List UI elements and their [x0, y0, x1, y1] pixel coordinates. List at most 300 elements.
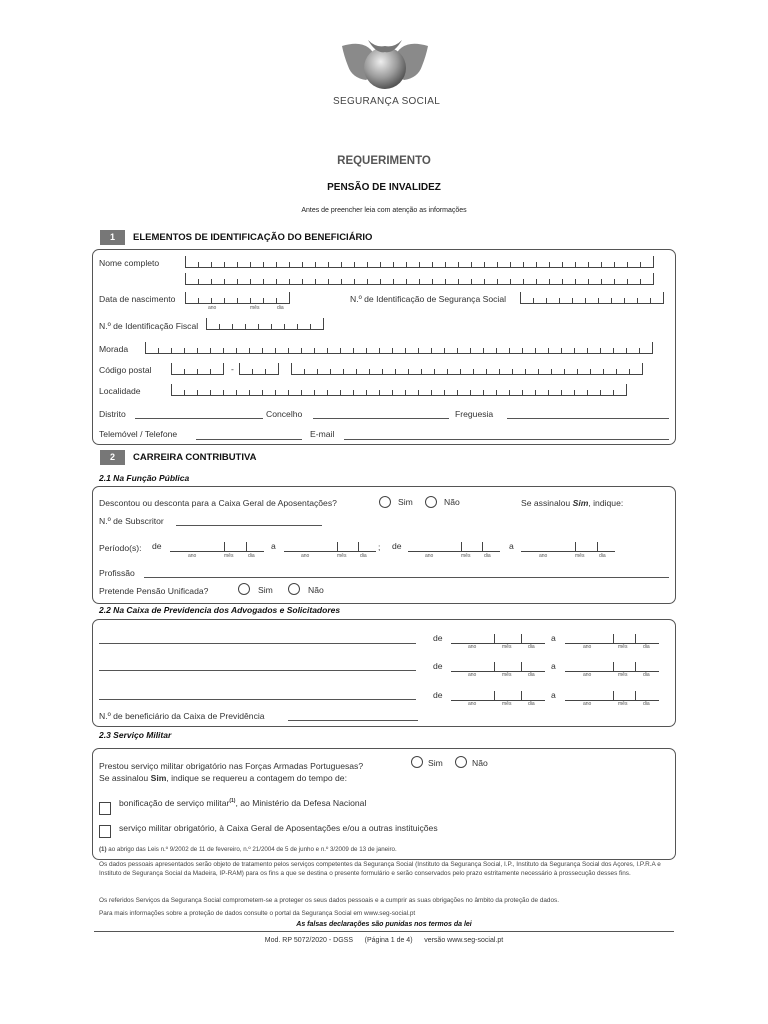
char-cell: [263, 342, 276, 353]
caixa-row-2-de: de: [433, 661, 443, 671]
bonificacao-footnote-ref: (1): [229, 798, 236, 805]
nif-label: N.º de Identificação Fiscal: [99, 321, 199, 331]
caixa-row-1-start-field[interactable]: [451, 634, 545, 644]
char-cell: [381, 273, 394, 284]
se-assinalou-post: , indique:: [588, 498, 624, 508]
caixa-row-3-end-field[interactable]: [565, 691, 659, 701]
char-cell: [251, 273, 264, 284]
char-cell: [510, 384, 523, 395]
char-cell: [251, 292, 264, 303]
periodo-1-end-dia: dia: [360, 553, 367, 559]
distrito-field[interactable]: [135, 418, 263, 419]
char-cell: [500, 363, 513, 374]
char-cell: [367, 384, 380, 395]
char-cell: [233, 318, 246, 329]
char-cell: [342, 273, 355, 284]
char-cell: [199, 256, 212, 267]
periodo-2-end-ano: ano: [539, 553, 548, 559]
char-cell: [498, 273, 511, 284]
nome-completo-label: Nome completo: [99, 258, 160, 268]
beneficiario-caixa-field[interactable]: [288, 720, 418, 721]
caixa-row-2-end-dia: dia: [643, 672, 650, 678]
char-cell: [237, 342, 250, 353]
char-cell: [199, 273, 212, 284]
caixa-row-1-end-mes: mês: [618, 644, 628, 650]
footnote-1-text: ao abrigo das Leis n.º 9/2002 de 11 de fevereiro, n.º 21/2004 de 5 de junho e n.º 3/2009 de 13 de janeiro.: [106, 846, 397, 853]
date-dia-label: dia: [277, 305, 284, 311]
char-cell: [497, 342, 510, 353]
footnote-1: [99, 845, 397, 854]
caixa-row-1-start-mes: mês: [502, 644, 512, 650]
char-cell: [211, 384, 224, 395]
char-cell: [393, 342, 406, 353]
char-cell: [344, 363, 357, 374]
char-cell: [172, 363, 185, 374]
se-assinalou-pre: Se assinalou: [521, 498, 573, 508]
servico-militar-nao-radio[interactable]: [455, 756, 467, 768]
char-cell: [617, 363, 630, 374]
char-cell: [172, 384, 185, 395]
caixa-row-1-field[interactable]: [99, 643, 416, 644]
char-cell: [459, 256, 472, 267]
char-cell: [315, 384, 328, 395]
char-cell: [524, 273, 537, 284]
char-cell: [225, 292, 238, 303]
char-cell: [602, 256, 615, 267]
char-cell: [199, 292, 212, 303]
char-cell: [565, 363, 578, 374]
document-title: REQUERIMENTO: [337, 155, 431, 167]
servico-militar-question: Prestou serviço militar obrigatório nas Forças Armadas Portuguesas?: [99, 761, 364, 771]
bonificacao-label: [119, 798, 366, 808]
caixa-row-3-start-field[interactable]: [451, 691, 545, 701]
periodo-1-end-mes: mês: [337, 553, 347, 559]
morada-field[interactable]: [145, 342, 653, 354]
char-cell: [578, 363, 591, 374]
bonificacao-post: , ao Ministério da Defesa Nacional: [235, 798, 367, 808]
bonificacao-checkbox[interactable]: [99, 802, 111, 815]
char-cell: [588, 384, 601, 395]
char-cell: [547, 292, 560, 303]
servico-obrigatorio-checkbox[interactable]: [99, 825, 111, 838]
seguranca-social-logo-icon: [330, 32, 440, 94]
data-nascimento-field[interactable]: [185, 292, 290, 304]
char-cell: [211, 363, 224, 374]
caixa-row-1-start-ano: ano: [468, 644, 477, 650]
char-cell: [549, 384, 562, 395]
document-subtitle: PENSÃO DE INVALIDEZ: [327, 182, 441, 193]
subscritor-label: N.º de Subscritor: [99, 516, 164, 526]
periodo-2-start-ano: ano: [425, 553, 434, 559]
char-cell: [641, 273, 654, 284]
pensao-unificada-nao-radio[interactable]: [288, 583, 300, 595]
char-cell: [521, 292, 534, 303]
char-cell: [458, 342, 471, 353]
char-cell: [146, 342, 159, 353]
char-cell: [472, 256, 485, 267]
freguesia-label: Freguesia: [455, 409, 494, 419]
char-cell: [614, 342, 627, 353]
char-cell: [185, 363, 198, 374]
periodo-2-start-dia: dia: [484, 553, 491, 559]
char-cell: [599, 292, 612, 303]
date-mes-label: mês: [250, 305, 260, 311]
servico-militar-sim-radio[interactable]: [411, 756, 423, 768]
char-cell: [604, 363, 617, 374]
periodo-2-end-mes: mês: [575, 553, 585, 559]
periodo-1-end-field[interactable]: [284, 542, 376, 552]
char-cell: [487, 363, 500, 374]
char-cell: [484, 384, 497, 395]
localidade-label: Localidade: [99, 386, 141, 396]
char-cell: [407, 273, 420, 284]
caixa-row-3-end-dia: dia: [643, 701, 650, 707]
char-cell: [562, 342, 575, 353]
char-cell: [472, 273, 485, 284]
char-cell: [432, 342, 445, 353]
char-cell: [172, 342, 185, 353]
char-cell: [224, 342, 237, 353]
nome-completo-field-line1[interactable]: [185, 256, 654, 268]
char-cell: [341, 384, 354, 395]
char-cell: [264, 292, 277, 303]
char-cell: [318, 363, 331, 374]
descontou-nao-radio[interactable]: [425, 496, 437, 508]
char-cell: [627, 342, 640, 353]
char-cell: [380, 384, 393, 395]
pensao-unificada-sim-label: Sim: [258, 585, 273, 595]
char-cell: [225, 273, 238, 284]
char-cell: [497, 384, 510, 395]
char-cell: [539, 363, 552, 374]
subscritor-field[interactable]: [176, 525, 322, 526]
periodo-2-end-dia: dia: [599, 553, 606, 559]
char-cell: [289, 342, 302, 353]
char-cell: [276, 384, 289, 395]
niss-field[interactable]: [520, 292, 664, 304]
char-cell: [368, 273, 381, 284]
char-cell: [396, 363, 409, 374]
caixa-row-2-start-mes: mês: [502, 672, 512, 678]
servico-militar-sim-label: Sim: [428, 758, 443, 768]
char-cell: [250, 342, 263, 353]
char-cell: [315, 342, 328, 353]
char-cell: [354, 342, 367, 353]
char-cell: [380, 342, 393, 353]
servico-obrigatorio-label: serviço militar obrigatório, à Caixa Geral de Aposentações e/ou a outras instituições: [119, 823, 438, 833]
char-cell: [445, 384, 458, 395]
periodos-label: Período(s):: [99, 543, 142, 553]
codigo-postal-locality-field[interactable]: [291, 363, 643, 375]
codigo-postal-field-part1[interactable]: [171, 363, 224, 375]
periodo-1-start-dia: dia: [248, 553, 255, 559]
char-cell: [303, 256, 316, 267]
char-cell: [563, 273, 576, 284]
char-cell: [419, 384, 432, 395]
caixa-row-2-end-field[interactable]: [565, 662, 659, 672]
char-cell: [537, 256, 550, 267]
char-cell: [292, 363, 305, 374]
section-2-title: CARREIRA CONTRIBUTIVA: [133, 452, 257, 463]
nif-field[interactable]: [206, 318, 324, 330]
pensao-unificada-sim-radio[interactable]: [238, 583, 250, 595]
char-cell: [601, 342, 614, 353]
telemovel-field[interactable]: [196, 439, 302, 440]
caixa-row-3-a: a: [551, 690, 556, 700]
char-cell: [433, 256, 446, 267]
char-cell: [211, 342, 224, 353]
char-cell: [588, 342, 601, 353]
section-2-number: 2: [100, 450, 125, 465]
niss-label: N.º de Identificação de Segurança Social: [350, 294, 507, 304]
char-cell: [612, 292, 625, 303]
char-cell: [240, 363, 253, 374]
char-cell: [328, 384, 341, 395]
char-cell: [576, 256, 589, 267]
char-cell: [485, 256, 498, 267]
char-cell: [198, 384, 211, 395]
char-cell: [285, 318, 298, 329]
char-cell: [575, 342, 588, 353]
periodo-2-start-mes: mês: [461, 553, 471, 559]
codigo-postal-label: Código postal: [99, 365, 152, 375]
logo-text: SEGURANÇA SOCIAL: [333, 96, 441, 107]
periodo-1-end-ano: ano: [301, 553, 310, 559]
char-cell: [277, 256, 290, 267]
char-cell: [406, 384, 419, 395]
se-assinalou-note: [521, 498, 623, 508]
char-cell: [277, 292, 290, 303]
concelho-field[interactable]: [313, 418, 449, 419]
char-cell: [225, 256, 238, 267]
char-cell: [207, 318, 220, 329]
char-cell: [272, 318, 285, 329]
caixa-row-1-start-dia: dia: [528, 644, 535, 650]
char-cell: [615, 256, 628, 267]
nome-completo-field-line2[interactable]: [185, 273, 654, 285]
caixa-row-1-de: de: [433, 633, 443, 643]
char-cell: [212, 273, 225, 284]
char-cell: [186, 256, 199, 267]
char-cell: [628, 273, 641, 284]
char-cell: [511, 256, 524, 267]
char-cell: [651, 292, 664, 303]
char-cell: [302, 384, 315, 395]
freguesia-field[interactable]: [507, 418, 669, 419]
char-cell: [159, 342, 172, 353]
char-cell: [563, 256, 576, 267]
telemovel-label: Telemóvel / Telefone: [99, 429, 178, 439]
char-cell: [589, 256, 602, 267]
se-assinalou-2-note: [99, 773, 347, 783]
char-cell: [471, 342, 484, 353]
servico-militar-nao-label: Não: [472, 758, 488, 768]
char-cell: [573, 292, 586, 303]
char-cell: [552, 363, 565, 374]
char-cell: [420, 273, 433, 284]
periodo-1-start-field[interactable]: [170, 542, 264, 552]
char-cell: [602, 273, 615, 284]
char-cell: [575, 384, 588, 395]
char-cell: [523, 384, 536, 395]
footer-divider: [94, 931, 674, 932]
falsas-declaracoes-notice: As falsas declarações são punidas nos termos da lei: [296, 921, 472, 928]
char-cell: [311, 318, 324, 329]
char-cell: [185, 342, 198, 353]
char-cell: [625, 292, 638, 303]
profissao-field[interactable]: [144, 577, 669, 578]
periodo-2-a-label: a: [509, 541, 514, 551]
pensao-unificada-question: Pretende Pensão Unificada?: [99, 586, 209, 596]
caixa-row-2-field[interactable]: [99, 670, 416, 671]
email-label: E-mail: [310, 429, 335, 439]
char-cell: [448, 363, 461, 374]
char-cell: [186, 292, 199, 303]
char-cell: [459, 273, 472, 284]
char-cell: [560, 292, 573, 303]
se-assinalou-2-post: , indique se requereu a contagem do tempo de:: [166, 773, 347, 783]
char-cell: [212, 256, 225, 267]
char-cell: [511, 273, 524, 284]
caixa-row-3-field[interactable]: [99, 699, 416, 700]
descontou-sim-label: Sim: [398, 497, 413, 507]
caixa-row-2-end-mes: mês: [618, 672, 628, 678]
char-cell: [329, 256, 342, 267]
char-cell: [303, 273, 316, 284]
char-cell: [446, 273, 459, 284]
beneficiario-caixa-label: N.º de beneficiário da Caixa de Previdência: [99, 711, 265, 721]
char-cell: [355, 273, 368, 284]
char-cell: [550, 273, 563, 284]
char-cell: [198, 342, 211, 353]
codigo-postal-field-part2[interactable]: [239, 363, 279, 375]
char-cell: [302, 342, 315, 353]
caixa-row-3-de: de: [433, 690, 443, 700]
char-cell: [614, 384, 627, 395]
char-cell: [238, 256, 251, 267]
char-cell: [461, 363, 474, 374]
form-reference: Mod. RP 5072/2020 - DGSS (Página 1 de 4) versão www.seg-social.pt: [264, 937, 504, 944]
char-cell: [576, 273, 589, 284]
periodo-2-de-label: de: [392, 541, 402, 551]
char-cell: [394, 256, 407, 267]
char-cell: [186, 273, 199, 284]
char-cell: [367, 342, 380, 353]
char-cell: [524, 256, 537, 267]
char-cell: [238, 273, 251, 284]
char-cell: [253, 363, 266, 374]
char-cell: [354, 384, 367, 395]
char-cell: [601, 384, 614, 395]
char-cell: [630, 363, 643, 374]
caixa-row-1-a: a: [551, 633, 556, 643]
char-cell: [264, 256, 277, 267]
concelho-label: Concelho: [266, 409, 303, 419]
se-assinalou-2-sim: Sim: [150, 773, 167, 783]
char-cell: [250, 384, 263, 395]
char-cell: [485, 273, 498, 284]
char-cell: [276, 342, 289, 353]
data-nascimento-label: Data de nascimento: [99, 294, 176, 304]
char-cell: [357, 363, 370, 374]
char-cell: [474, 363, 487, 374]
pensao-unificada-nao-label: Não: [308, 585, 324, 595]
caixa-row-2-start-field[interactable]: [451, 662, 545, 672]
codigo-postal-dash: -: [231, 364, 234, 374]
subsection-2-1-title: 2.1 Na Função Pública: [99, 473, 190, 483]
char-cell: [394, 273, 407, 284]
char-cell: [409, 363, 422, 374]
char-cell: [550, 256, 563, 267]
char-cell: [526, 363, 539, 374]
char-cell: [432, 384, 445, 395]
periodo-1-start-ano: ano: [188, 553, 197, 559]
localidade-field[interactable]: [171, 384, 627, 396]
descontou-sim-radio[interactable]: [379, 496, 391, 508]
descontou-nao-label: Não: [444, 497, 460, 507]
char-cell: [264, 273, 277, 284]
char-cell: [549, 342, 562, 353]
char-cell: [628, 256, 641, 267]
char-cell: [419, 342, 432, 353]
periodo-2-end-field[interactable]: [521, 542, 615, 552]
date-ano-label: ano: [208, 305, 217, 311]
char-cell: [355, 256, 368, 267]
periodo-2-start-field[interactable]: [408, 542, 500, 552]
char-cell: [316, 256, 329, 267]
char-cell: [246, 318, 259, 329]
email-field[interactable]: [344, 439, 669, 440]
char-cell: [446, 256, 459, 267]
caixa-row-1-end-dia: dia: [643, 644, 650, 650]
char-cell: [534, 292, 547, 303]
char-cell: [615, 273, 628, 284]
char-cell: [589, 273, 602, 284]
char-cell: [640, 342, 653, 353]
char-cell: [331, 363, 344, 374]
periodo-1-de-label: de: [152, 541, 162, 551]
caixa-row-3-start-dia: dia: [528, 701, 535, 707]
char-cell: [422, 363, 435, 374]
periodo-separator: ;: [378, 542, 381, 552]
char-cell: [471, 384, 484, 395]
char-cell: [251, 256, 264, 267]
char-cell: [198, 363, 211, 374]
char-cell: [523, 342, 536, 353]
char-cell: [290, 256, 303, 267]
char-cell: [290, 273, 303, 284]
char-cell: [220, 318, 233, 329]
caixa-row-2-a: a: [551, 661, 556, 671]
subsection-2-2-title: 2.2 Na Caixa de Previdencia dos Advogados e Solicitadores: [99, 605, 341, 615]
footnote-1-mark: (1): [99, 846, 107, 853]
char-cell: [328, 342, 341, 353]
char-cell: [536, 384, 549, 395]
char-cell: [289, 384, 302, 395]
char-cell: [407, 256, 420, 267]
char-cell: [562, 384, 575, 395]
char-cell: [341, 342, 354, 353]
caixa-row-2-start-ano: ano: [468, 672, 477, 678]
char-cell: [537, 273, 550, 284]
subsection-2-3-title: 2.3 Serviço Militar: [99, 730, 172, 740]
caixa-row-1-end-ano: ano: [583, 644, 592, 650]
caixa-row-2-start-dia: dia: [528, 672, 535, 678]
char-cell: [329, 273, 342, 284]
char-cell: [185, 384, 198, 395]
char-cell: [393, 384, 406, 395]
caixa-row-1-end-field[interactable]: [565, 634, 659, 644]
